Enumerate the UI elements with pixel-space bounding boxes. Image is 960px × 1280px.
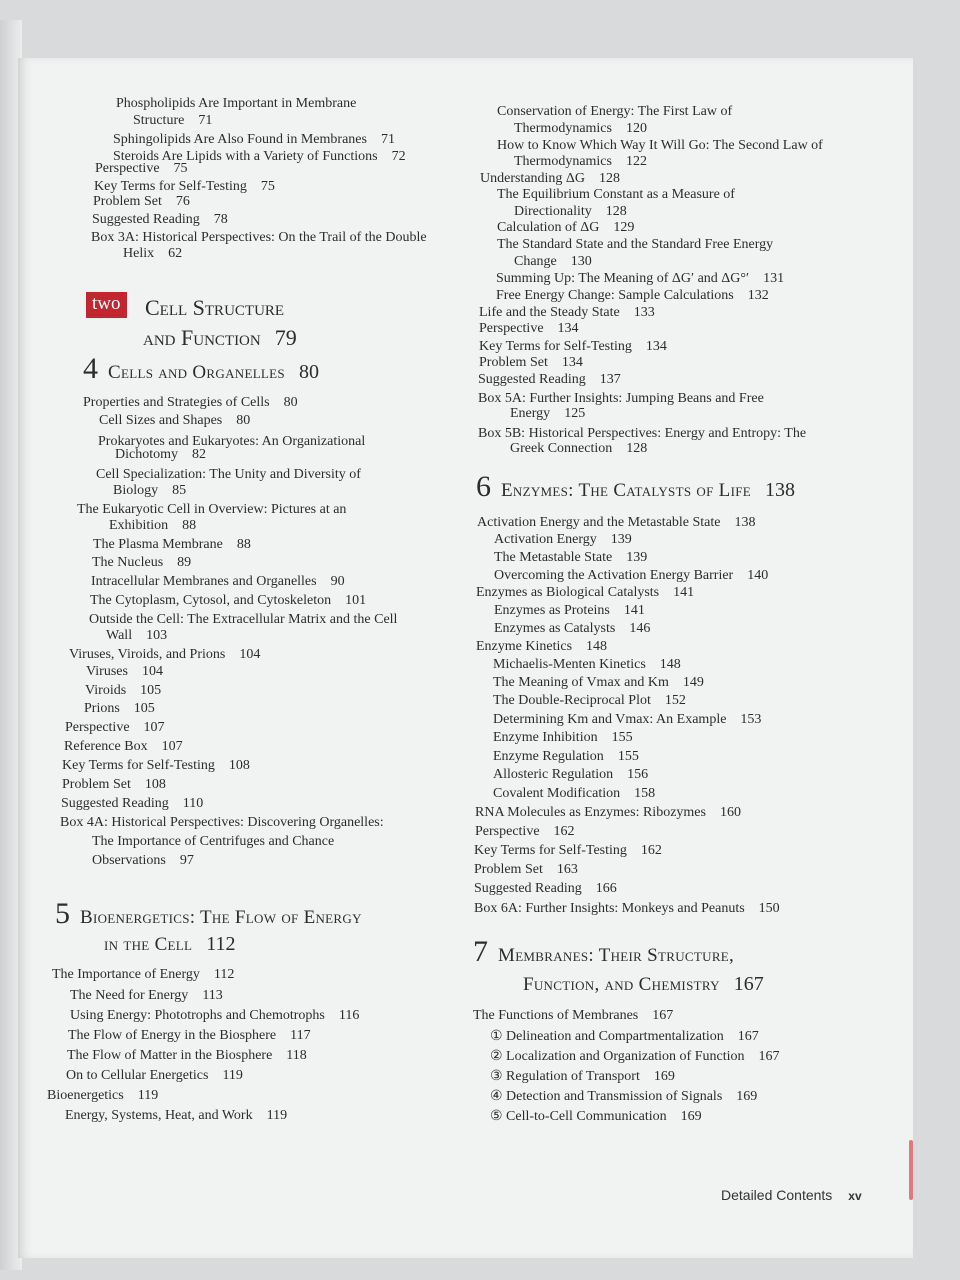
- chapter-title: Enzymes: The Catalysts of Life: [501, 480, 751, 501]
- toc-entry: [92, 554, 191, 572]
- part-tag: two: [86, 292, 127, 318]
- toc-entry-title: The Plasma Membrane: [93, 537, 223, 552]
- toc-entry-title: Box 5A: Further Insights: Jumping Beans and Free: [478, 391, 764, 406]
- toc-entry-title: Observations: [92, 853, 166, 868]
- toc-entry-page: 72: [391, 149, 406, 164]
- toc-entry-title: ④ Detection and Transmission of Signals: [490, 1089, 723, 1104]
- chapter-5-heading-line2: [104, 933, 236, 956]
- toc-entry: [65, 719, 165, 737]
- toc-entry-page: 152: [664, 693, 686, 708]
- toc-entry: [478, 371, 621, 389]
- toc-entry: [62, 776, 166, 794]
- toc-entry: [514, 120, 647, 138]
- toc-entry-page: 148: [586, 639, 608, 654]
- toc-entry: [477, 514, 756, 532]
- toc-entry: [494, 549, 647, 567]
- toc-entry-page: 118: [286, 1048, 307, 1063]
- toc-entry: [475, 804, 741, 822]
- toc-entry: [92, 211, 228, 229]
- toc-entry-page: 128: [605, 204, 627, 219]
- chapter-5-heading: [55, 897, 362, 931]
- toc-entry-title: Suggested Reading: [474, 881, 582, 896]
- toc-entry: [496, 270, 784, 288]
- toc-entry: [66, 1067, 243, 1085]
- toc-entry: [90, 592, 366, 610]
- toc-entry: [95, 160, 188, 178]
- red-page-edge: [909, 1140, 913, 1200]
- part-title-line1: Cell Structure: [145, 295, 285, 320]
- toc-entry-page: 104: [239, 647, 261, 662]
- toc-entry-title: Conservation of Energy: The First Law of: [497, 104, 733, 119]
- toc-entry: [493, 729, 633, 747]
- toc-entry-title: Cell Sizes and Shapes: [99, 413, 223, 428]
- toc-entry-page: 107: [143, 720, 165, 735]
- toc-entry-title: Suggested Reading: [478, 372, 586, 387]
- toc-entry-page: 71: [198, 113, 213, 128]
- toc-entry-title: Wall: [106, 628, 133, 643]
- toc-entry: [60, 814, 384, 832]
- toc-entry: [476, 584, 694, 602]
- toc-entry-title: Intracellular Membranes and Organelles: [91, 574, 317, 589]
- toc-entry-page: 75: [260, 179, 275, 194]
- toc-entry-title: Problem Set: [479, 355, 548, 370]
- toc-entry: [475, 823, 575, 841]
- toc-entry-title: Enzyme Inhibition: [493, 730, 598, 745]
- toc-entry-page: 139: [610, 532, 632, 547]
- toc-entry: [497, 186, 735, 204]
- toc-entry-title: Key Terms for Self-Testing: [479, 339, 632, 354]
- chapter-number: 6: [476, 470, 491, 503]
- toc-entry: [133, 112, 212, 130]
- toc-entry: [474, 842, 662, 860]
- toc-entry-page: 140: [747, 568, 769, 583]
- toc-entry-page: 148: [659, 657, 681, 672]
- toc-entry-page: 166: [595, 881, 617, 896]
- toc-entry-page: 130: [570, 254, 592, 269]
- toc-entry-title: The Metastable State: [494, 550, 613, 565]
- chapter-title-cont: Function, and Chemistry: [523, 974, 720, 995]
- toc-entry-title: Enzyme Regulation: [493, 749, 604, 764]
- toc-entry-title: The Flow of Matter in the Biosphere: [67, 1048, 273, 1063]
- toc-entry: [116, 95, 356, 113]
- toc-entry-title: The Double-Reciprocal Plot: [493, 693, 651, 708]
- toc-entry: [490, 1068, 675, 1086]
- toc-entry-title: The Equilibrium Constant as a Measure of: [497, 187, 735, 202]
- toc-entry-title: Perspective: [475, 824, 540, 839]
- toc-entry: [493, 785, 655, 803]
- toc-entry-page: 119: [222, 1068, 243, 1083]
- toc-entry: [497, 219, 634, 237]
- toc-entry: [474, 861, 578, 879]
- toc-entry-page: 62: [168, 246, 183, 261]
- toc-entry-title: Sphingolipids Are Also Found in Membranes: [113, 132, 367, 147]
- toc-entry-page: 137: [599, 372, 621, 387]
- toc-entry: [494, 531, 632, 549]
- toc-entry-title: Outside the Cell: The Extracellular Matrix and the Cell: [89, 612, 398, 627]
- toc-entry-title: Activation Energy and the Metastable State: [477, 515, 721, 530]
- toc-entry-page: 139: [626, 550, 648, 565]
- toc-entry: [91, 573, 345, 591]
- toc-entry: [86, 663, 163, 681]
- toc-entry: [47, 1087, 158, 1105]
- toc-entry-page: 80: [236, 413, 251, 428]
- toc-entry-page: 97: [179, 853, 194, 868]
- chapter-title: Bioenergetics: The Flow of Energy: [80, 907, 362, 928]
- toc-entry-title: Prions: [84, 701, 120, 716]
- toc-entry-page: 153: [740, 712, 762, 727]
- toc-entry-page: 163: [556, 862, 578, 877]
- toc-entry-title: Determining Km and Vmax: An Example: [493, 712, 727, 727]
- toc-entry-title: Reference Box: [64, 739, 148, 754]
- toc-entry-title: Perspective: [65, 720, 130, 735]
- toc-entry-title: The Need for Energy: [70, 988, 189, 1003]
- toc-entry-page: 146: [629, 621, 651, 636]
- toc-entry-title: Summing Up: The Meaning of ΔG′ and ΔG°′: [496, 271, 750, 286]
- toc-entry-page: 82: [192, 447, 206, 462]
- toc-entry-page: 85: [172, 483, 187, 498]
- toc-entry: [494, 620, 650, 638]
- toc-entry-page: 150: [758, 901, 780, 916]
- chapter-number: 7: [473, 935, 488, 968]
- toc-entry-title: Perspective: [479, 321, 544, 336]
- toc-entry-title: Michaelis-Menten Kinetics: [493, 657, 646, 672]
- chapter-title-cont: in the Cell: [104, 934, 193, 955]
- toc-entry: [493, 766, 648, 784]
- chapter-page: 167: [733, 973, 764, 995]
- toc-entry: [92, 833, 334, 851]
- toc-entry-page: 169: [736, 1089, 758, 1104]
- toc-entry-page: 89: [177, 555, 192, 570]
- toc-entry-title: Box 4A: Historical Perspectives: Discovering Organelles:: [60, 815, 384, 830]
- toc-entry-page: 113: [202, 988, 223, 1003]
- toc-entry-title: Allosteric Regulation: [493, 767, 614, 782]
- toc-entry-title: Box 6A: Further Insights: Monkeys and Peanuts: [474, 901, 745, 916]
- toc-entry-page: 105: [133, 701, 155, 716]
- page-number: xv: [848, 1189, 862, 1203]
- chapter-number: 4: [83, 352, 98, 385]
- toc-entry: [52, 966, 234, 984]
- toc-entry-title: The Importance of Energy: [52, 967, 200, 982]
- toc-entry-page: 104: [141, 664, 163, 679]
- toc-entry-title: Change: [514, 254, 557, 269]
- toc-entry-page: 116: [338, 1008, 360, 1023]
- toc-entry: [510, 405, 585, 423]
- toc-entry-title: The Nucleus: [92, 555, 164, 570]
- chapter-page: 112: [206, 933, 236, 955]
- toc-entry-title: Activation Energy: [494, 532, 597, 547]
- toc-entry: [497, 236, 773, 254]
- toc-entry-title: The Functions of Membranes: [473, 1008, 639, 1023]
- toc-entry-title: Directionality: [514, 204, 592, 219]
- toc-entry-title: Greek Connection: [510, 441, 613, 456]
- toc-entry-page: 134: [561, 355, 583, 370]
- toc-entry-title: ⑤ Cell-to-Cell Communication: [490, 1109, 667, 1124]
- toc-entry-page: 131: [763, 271, 785, 286]
- chapter-7-heading-line2: [523, 973, 764, 996]
- toc-entry-title: The Flow of Energy in the Biosphere: [68, 1028, 277, 1043]
- toc-entry-page: 108: [228, 758, 250, 773]
- toc-entry-page: 169: [653, 1069, 675, 1084]
- toc-entry-page: 105: [140, 683, 162, 698]
- toc-entry-page: 129: [613, 220, 635, 235]
- toc-entry-page: 128: [626, 441, 648, 456]
- toc-entry-title: Enzymes as Biological Catalysts: [476, 585, 660, 600]
- toc-entry-title: The Cytoplasm, Cytosol, and Cytoskeleton: [90, 593, 332, 608]
- toc-entry-title: Helix: [123, 246, 155, 261]
- toc-entry-title: Suggested Reading: [92, 212, 200, 227]
- toc-entry: [106, 627, 167, 645]
- toc-entry-page: 108: [144, 777, 166, 792]
- toc-entry: [514, 253, 592, 271]
- toc-entry-title: Key Terms for Self-Testing: [474, 843, 627, 858]
- chapter-title: Cells and Organelles: [108, 362, 285, 383]
- toc-entry-page: 134: [645, 339, 667, 354]
- toc-entry: [65, 1107, 287, 1125]
- toc-entry-title: Thermodynamics: [514, 154, 612, 169]
- toc-entry-title: Steroids Are Lipids with a Variety of Functions: [113, 149, 378, 164]
- toc-entry-title: Calculation of ΔG: [497, 220, 600, 235]
- toc-entry-title: Thermodynamics: [514, 121, 612, 136]
- toc-entry: [64, 738, 183, 756]
- toc-entry: [493, 692, 686, 710]
- toc-entry: [70, 987, 223, 1005]
- toc-entry: [474, 880, 617, 898]
- toc-entry-page: 162: [640, 843, 662, 858]
- toc-entry: [474, 900, 780, 918]
- toc-entry: [67, 1047, 307, 1065]
- toc-entry: [93, 536, 251, 554]
- toc-entry-title: Dichotomy: [115, 447, 178, 462]
- toc-entry-title: On to Cellular Energetics: [66, 1068, 209, 1083]
- toc-entry-title: Key Terms for Self-Testing: [62, 758, 215, 773]
- chapter-number: 5: [55, 897, 70, 930]
- toc-entry: [490, 1028, 759, 1046]
- toc-entry: [113, 131, 395, 149]
- chapter-title: Membranes: Their Structure,: [498, 945, 735, 966]
- footer-label: Detailed Contents: [721, 1187, 833, 1203]
- toc-entry: [493, 656, 681, 674]
- toc-entry-title: Enzymes as Catalysts: [494, 621, 616, 636]
- toc-entry-page: 138: [734, 515, 756, 530]
- toc-entry-page: 155: [617, 749, 639, 764]
- toc-entry: [490, 1108, 702, 1126]
- toc-entry-page: 132: [747, 288, 769, 303]
- toc-entry: [83, 394, 298, 412]
- toc-entry: [514, 153, 647, 171]
- toc-entry: [61, 795, 203, 813]
- toc-entry-page: 117: [290, 1028, 311, 1043]
- toc-entry: [70, 1007, 359, 1025]
- toc-entry-title: How to Know Which Way It Will Go: The Second Law of: [497, 138, 823, 153]
- toc-entry-title: Viroids: [85, 683, 127, 698]
- toc-entry-page: 75: [173, 161, 188, 176]
- toc-entry-title: Viruses, Viroids, and Prions: [69, 647, 226, 662]
- toc-entry-title: Box 3A: Historical Perspectives: On the Trail of the Double: [91, 230, 427, 245]
- part-title-text: and Function: [143, 325, 261, 350]
- toc-entry: [476, 638, 607, 656]
- toc-entry-title: The Meaning of Vmax and Km: [493, 675, 669, 690]
- toc-entry-page: 128: [599, 171, 621, 186]
- toc-entry: [84, 700, 155, 718]
- toc-entry-page: 107: [161, 739, 183, 754]
- toc-entry-page: 71: [380, 132, 395, 147]
- toc-entry: [92, 852, 194, 870]
- toc-entry: [115, 446, 206, 464]
- toc-entry: [493, 711, 761, 729]
- toc-entry-page: 110: [182, 796, 204, 811]
- toc-entry: [109, 517, 196, 535]
- part-title-line2: [143, 325, 297, 351]
- toc-entry-title: Properties and Strategies of Cells: [83, 395, 270, 410]
- toc-entry-title: ③ Regulation of Transport: [490, 1069, 640, 1084]
- toc-entry: [493, 674, 704, 692]
- toc-entry: [62, 757, 250, 775]
- toc-entry-page: 149: [682, 675, 704, 690]
- toc-entry-page: 141: [623, 603, 645, 618]
- toc-entry-title: Overcoming the Activation Energy Barrier: [494, 568, 734, 583]
- toc-entry: [490, 1088, 757, 1106]
- toc-entry: [494, 602, 645, 620]
- toc-entry-title: RNA Molecules as Enzymes: Ribozymes: [475, 805, 706, 820]
- toc-entry-page: 119: [266, 1108, 288, 1123]
- toc-entry: [493, 748, 639, 766]
- toc-entry-page: 120: [625, 121, 647, 136]
- toc-entry-title: The Standard State and the Standard Free Energy: [497, 237, 774, 252]
- toc-entry: [510, 440, 647, 458]
- toc-entry: [494, 567, 768, 585]
- toc-entry: [473, 1007, 673, 1025]
- page-footer: [721, 1187, 862, 1203]
- toc-entry: [123, 245, 182, 263]
- toc-entry-page: 167: [758, 1049, 780, 1064]
- toc-entry-page: 88: [236, 537, 251, 552]
- toc-entry-page: 156: [627, 767, 649, 782]
- toc-entry-title: Energy, Systems, Heat, and Work: [65, 1108, 253, 1123]
- toc-entry-title: Life and the Steady State: [479, 305, 620, 320]
- toc-entry-title: Free Energy Change: Sample Calculations: [496, 288, 734, 303]
- toc-entry-title: Exhibition: [109, 518, 169, 533]
- toc-entry-page: 90: [330, 574, 345, 589]
- chapter-page: 138: [765, 479, 795, 501]
- toc-entry-title: Problem Set: [62, 777, 131, 792]
- toc-entry-title: The Importance of Centrifuges and Chance: [92, 834, 335, 849]
- toc-entry: [93, 193, 190, 211]
- toc-entry-title: Biology: [113, 483, 159, 498]
- toc-entry-page: 141: [673, 585, 695, 600]
- toc-entry-title: Structure: [133, 113, 185, 128]
- toc-entry-title: Key Terms for Self-Testing: [94, 179, 247, 194]
- toc-entry-page: 78: [213, 212, 228, 227]
- toc-entry-title: Viruses: [86, 664, 128, 679]
- toc-entry-title: Problem Set: [474, 862, 543, 877]
- part-page: 79: [274, 325, 297, 350]
- toc-entry-title: Understanding ΔG: [480, 171, 586, 186]
- toc-entry-page: 112: [213, 967, 235, 982]
- toc-entry-page: 103: [146, 628, 168, 643]
- toc-entry-title: ① Delineation and Compartmentalization: [490, 1029, 724, 1044]
- toc-entry-page: 101: [345, 593, 367, 608]
- toc-entry-page: 76: [175, 194, 190, 209]
- toc-entry: [479, 320, 579, 338]
- chapter-6-heading: [476, 470, 795, 504]
- toc-entry-page: 125: [564, 406, 586, 421]
- toc-entry-page: 133: [633, 305, 655, 320]
- toc-entry-title: Covalent Modification: [493, 786, 621, 801]
- toc-entry-title: Phospholipids Are Important in Membrane: [116, 96, 357, 111]
- toc-entry-page: 167: [737, 1029, 759, 1044]
- chapter-7-heading: [473, 935, 734, 969]
- toc-entry-title: Prokaryotes and Eukaryotes: An Organizational: [98, 434, 366, 449]
- toc-entry-title: Problem Set: [93, 194, 162, 209]
- toc-entry: [497, 103, 732, 121]
- toc-entry-title: Cell Specialization: The Unity and Diversity of: [96, 467, 361, 482]
- toc-entry-page: 134: [557, 321, 579, 336]
- toc-entry-title: Energy: [510, 406, 551, 421]
- toc-entry-page: 119: [137, 1088, 159, 1103]
- toc-entry-page: 158: [634, 786, 656, 801]
- toc-entry: [479, 354, 583, 372]
- toc-entry: [496, 287, 769, 305]
- toc-entry-title: Enzyme Kinetics: [476, 639, 573, 654]
- toc-entry-page: 169: [680, 1109, 702, 1124]
- toc-entry: [85, 682, 161, 700]
- toc-entry-title: Box 5B: Historical Perspectives: Energy and Entropy: The: [478, 426, 807, 441]
- toc-entry-page: 80: [283, 395, 298, 410]
- toc-entry-page: 122: [625, 154, 647, 169]
- toc-entry-page: 162: [553, 824, 575, 839]
- toc-entry-title: Bioenergetics: [47, 1088, 124, 1103]
- toc-entry-page: 167: [652, 1008, 674, 1023]
- toc-entry: [113, 482, 186, 500]
- toc-entry-page: 160: [719, 805, 741, 820]
- toc-entry-title: Using Energy: Phototrophs and Chemotrophs: [70, 1008, 325, 1023]
- toc-entry: [99, 412, 250, 430]
- toc-entry-title: The Eukaryotic Cell in Overview: Pictures at an: [77, 502, 347, 517]
- toc-entry-page: 88: [182, 518, 197, 533]
- toc-entry-page: 155: [611, 730, 633, 745]
- toc-entry-title: Perspective: [95, 161, 160, 176]
- toc-entry: [68, 1027, 311, 1045]
- toc-entry-title: Enzymes as Proteins: [494, 603, 610, 618]
- chapter-4-heading: [83, 352, 319, 386]
- toc-entry-title: Suggested Reading: [61, 796, 169, 811]
- toc-entry-title: ② Localization and Organization of Function: [490, 1049, 745, 1064]
- toc-entry: [69, 646, 260, 664]
- toc-entry: [490, 1048, 780, 1066]
- chapter-page: 80: [298, 361, 319, 383]
